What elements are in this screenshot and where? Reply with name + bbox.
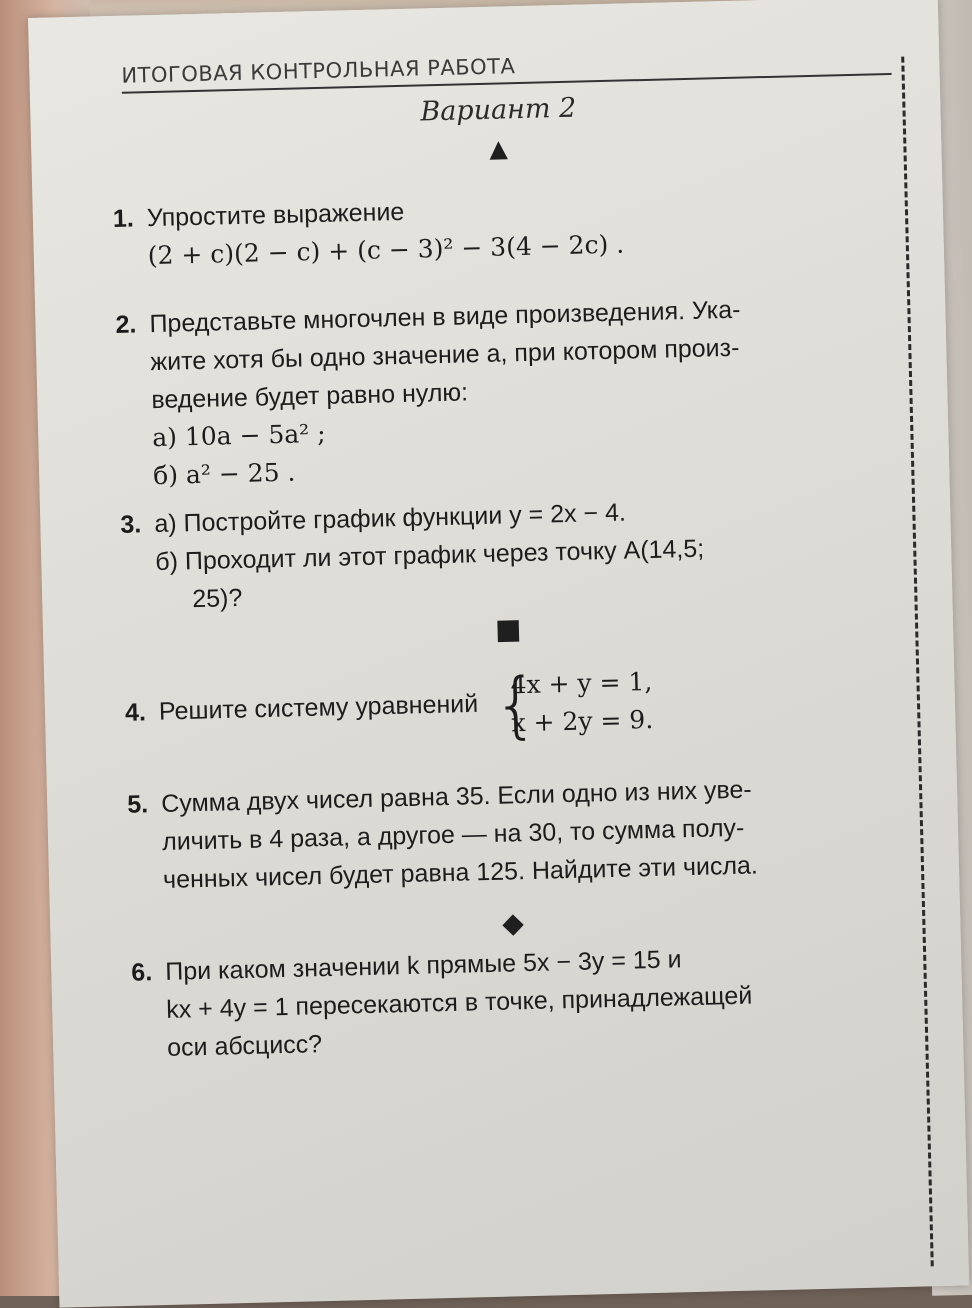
equation: x + 2y = 9.: [511, 704, 654, 738]
equation-system: [492, 661, 654, 747]
task-line: При каком значении k прямые 5x − 3y = 15 и: [165, 945, 682, 986]
page-header: ИТОГОВАЯ КОНТРОЛЬНАЯ РАБОТА: [121, 45, 892, 94]
task-line: Сумма двух чисел равна 35. Если одно из них уве-: [160, 775, 753, 818]
task-1: [112, 181, 904, 276]
task-line: оси абсцисс?: [166, 1030, 323, 1062]
task-line: ченных чисел будет равна 125. Найдите эти числа.: [162, 851, 759, 894]
diamond-icon: ◆: [501, 906, 525, 940]
task-2: [115, 287, 909, 496]
task-number: 4.: [124, 697, 147, 727]
triangle-icon: ▲: [488, 134, 509, 163]
task-item-a: а) Постройте график функции y = 2x − 4.: [154, 498, 627, 539]
task-text: Упростите выражение: [146, 197, 405, 233]
task-line: ведение будет равно нулю:: [151, 378, 469, 415]
task-6: [131, 934, 924, 1067]
brace-icon: {: [492, 661, 540, 747]
variant-title: Вариант 2: [420, 92, 577, 128]
task-3: [120, 487, 913, 620]
task-item-b: б) a² − 25 .: [152, 457, 296, 491]
task-number: 5.: [126, 790, 149, 819]
task-item-a: а) 10a − 5a² ;: [151, 418, 326, 453]
task-line: kx + 4y = 1 пересекаются в точке, принадлежащей: [165, 981, 753, 1024]
task-number: 2.: [115, 310, 137, 339]
task-number: 1.: [112, 204, 135, 233]
task-line: Представьте многочлен в виде произведения. Ука-: [149, 295, 741, 339]
task-expression: (2 + c)(2 − c) + (c − 3)² − 3(4 − 2c) .: [147, 229, 625, 271]
task-number: 6.: [131, 958, 153, 987]
task-text: Решите систему уравнений: [158, 689, 479, 726]
task-line: личить в 4 раза, а другое — на 30, то сумма полу-: [161, 813, 745, 856]
task-5: [127, 767, 920, 900]
task-line: 25)?: [191, 583, 243, 614]
task-number: 3.: [120, 510, 142, 539]
equation: 4x + y = 1,: [510, 666, 653, 700]
task-4: [124, 657, 916, 752]
workbook-page: [28, 0, 969, 1308]
task-item-b: б) Проходит ли этот график через точку A(14,5;: [154, 534, 705, 577]
square-icon: ■: [494, 612, 522, 646]
task-line: жите хотя бы одно значение a, при котором произ-: [150, 333, 740, 377]
